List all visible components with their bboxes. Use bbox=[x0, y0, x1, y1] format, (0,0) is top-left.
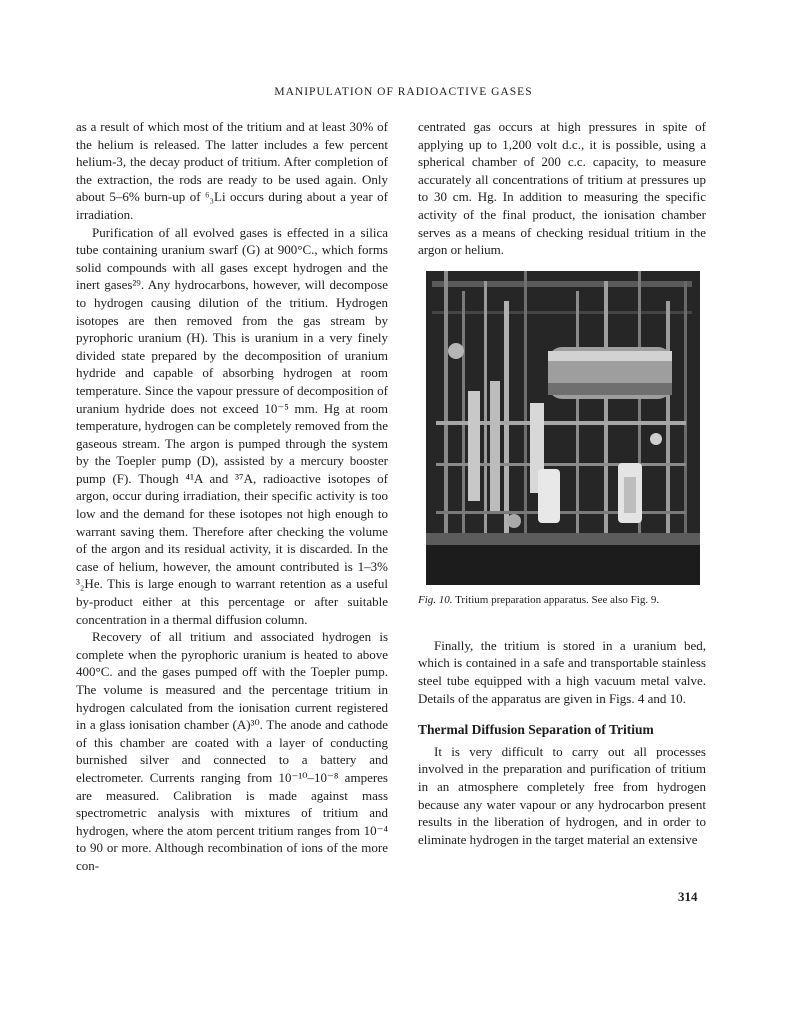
running-head: MANIPULATION OF RADIOACTIVE GASES bbox=[274, 86, 533, 98]
paragraph: It is very difficult to carry out all processes involved in the preparation and purification of tritium in an atmosphere completely free from hydrogen because any water vapour or any hydrocarbon present results in the liberation of hydrogen, and in order to eliminate hydrogen in the target material an extensive bbox=[418, 743, 706, 847]
figure-label: Fig. 10. bbox=[418, 593, 453, 606]
figure-reference: See also Fig. 9. bbox=[591, 593, 660, 606]
section-heading: Thermal Diffusion Separation of Tritium bbox=[418, 722, 654, 738]
paragraph: Recovery of all tritium and associated hydrogen is complete when the pyrophoric uranium is heated to above 400°C. and the gases pumped off with the Toepler pump. The volume is measured and the percentage tritium in hydrogen calculated from the ionisation current registered in a glass ionisation chamber (A)³⁰. The anode and cathode of this chamber are coated with a layer of conducting burnished silver and connected to a battery and electrometer. Currents ranging from 10⁻¹⁰–10⁻⁸ amperes are measured. Calibration is made against mass spectrometric analysis with mixtures of tritium and hydrogen, where the atom percent tritium ranges from 10⁻⁴ to 90 or more. Although recombination of ions of the more con- bbox=[76, 629, 388, 873]
paragraph: as a result of which most of the tritium and at least 30% of the helium is released. The latter includes a few percent helium-3, the decay product of tritium. After completion of the extraction, the rods are ready to be used again. Only about 5–6% burn-up of ⁶₃Li occurs during about a year of irradiation. bbox=[76, 119, 388, 222]
left-column bbox=[76, 118, 388, 875]
figure-caption bbox=[418, 593, 706, 607]
paragraph: centrated gas occurs at high pressures in spite of applying up to 1,200 volt d.c., it is possible, using a spherical chamber of 200 c.c. capacity, to measure accurately all concentrations of tritium at pressures up to 30 cm. Hg. In addition to measuring the specific activity of the final product, the ionisation chamber serves as a means of checking residual tritium in the argon or helium. bbox=[418, 119, 706, 258]
figure-caption-text: Tritium preparation apparatus. bbox=[455, 593, 589, 606]
right-column bbox=[418, 118, 706, 848]
apparatus-photo bbox=[426, 271, 700, 585]
paragraph: Purification of all evolved gases is effected in a silica tube containing uranium swarf (G) at 900°C., which forms solid compounds with all gases except hydrogen and the inert gases²⁹. Any hydrocarbons, however, will decompose to hydrogen causing dilution of the tritium. Hydrogen isotopes are then removed from the gas stream by pyrophoric uranium (H). This is uranium in a very finely divided state prepared by the decomposition of uranium hydride and capable of absorbing hydrogen at room temperature. Since the vapour pressure of decomposition of uranium hydride does not exceed 10⁻⁵ mm. Hg at room temperature, hydrogen can be completely removed from the gaseous stream. The argon is pumped through the system by the Toepler pump (D), assisted by a mercury booster pump (F). Though ⁴¹A and ³⁷A, radioactive isotopes of argon, occur during irradiation, their specific activity is too low and the demand for these isotopes not high enough to warrant saving them. Therefore after checking the volume of the argon and its residual activity, it is discarded. In the case of helium, however, the amount contributed is 1–3% ³₂He. This is large enough to warrant retention as a useful by-product either at this percentage or after suitable concentration in a thermal diffusion column. bbox=[76, 224, 388, 627]
paragraph: Finally, the tritium is stored in a uranium bed, which is contained in a safe and transportable stainless steel tube equipped with a high vacuum metal valve. Details of the apparatus are given in Figs. 4 and 10. bbox=[418, 637, 706, 706]
page-number: 314 bbox=[678, 889, 698, 904]
